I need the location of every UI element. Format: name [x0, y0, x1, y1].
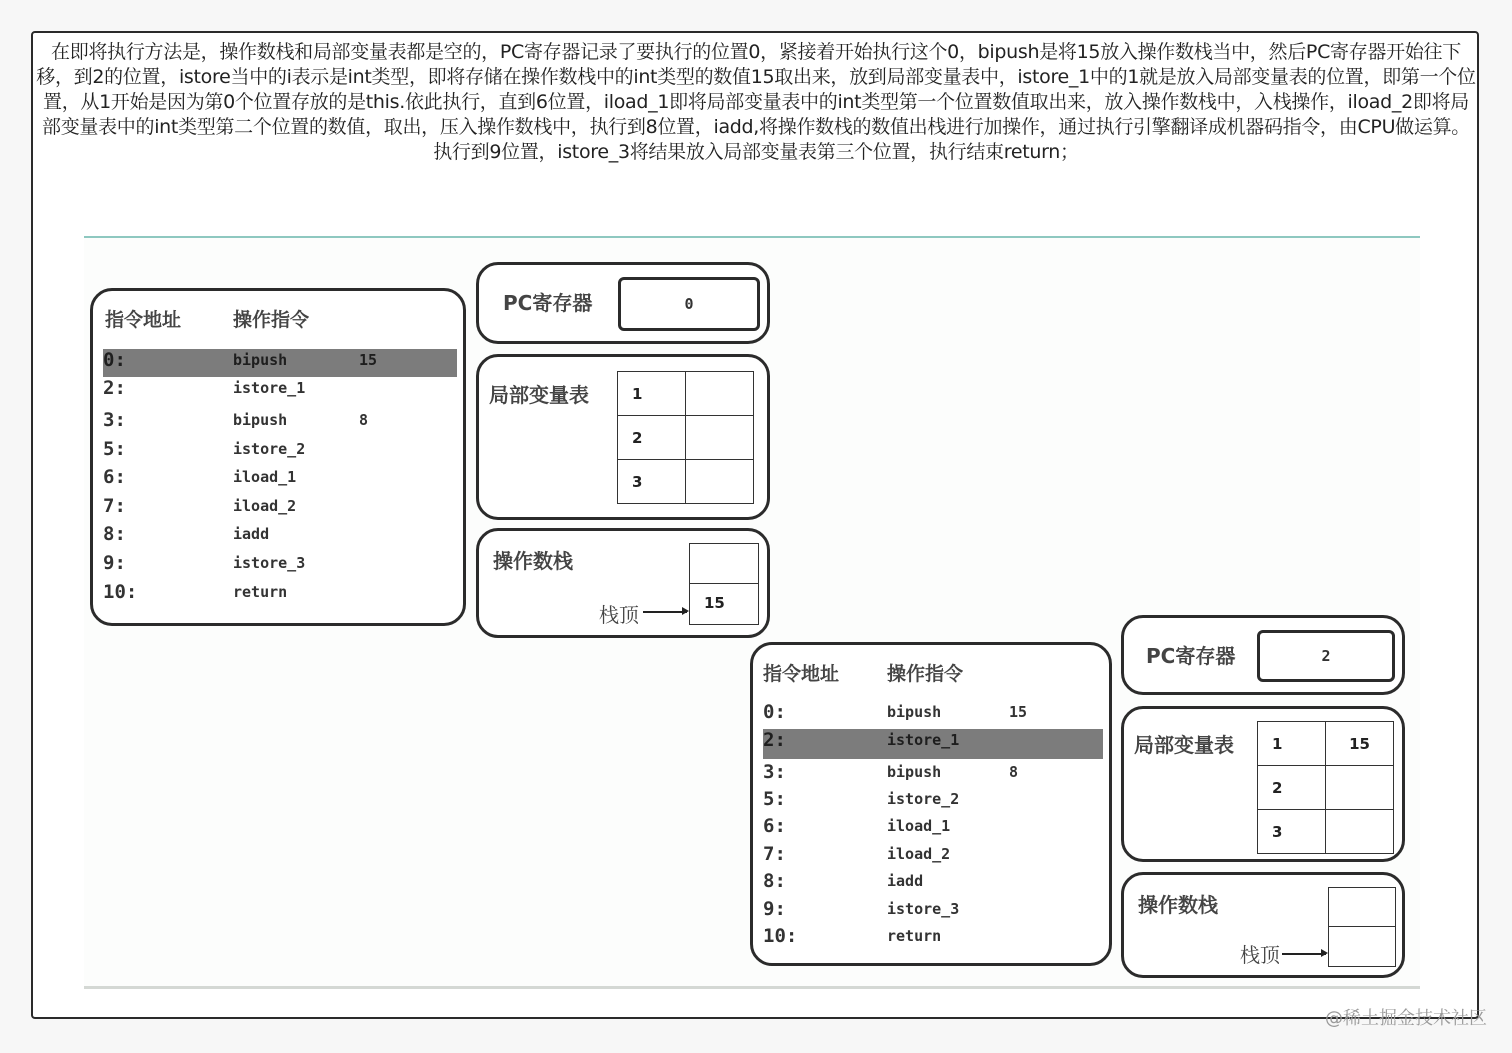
- instruction-row: [93, 581, 463, 609]
- instruction-row: [753, 788, 1109, 816]
- local-vars-label: 局部变量表: [489, 383, 589, 407]
- local-vars-panel-state1: [476, 354, 770, 520]
- instruction-opcode: iload_2: [233, 497, 297, 515]
- operand-stack-label: 操作数栈: [493, 549, 573, 573]
- instruction-opcode: istore_2: [887, 790, 960, 808]
- instruction-address: 8:: [103, 523, 126, 545]
- instruction-address: 0:: [763, 701, 786, 723]
- stack-top-arrow: [1282, 953, 1326, 955]
- instruction-argument: 8: [1009, 763, 1019, 781]
- watermark: @稀土掘金技术社区: [1325, 1008, 1487, 1029]
- local-vars-table: [1257, 721, 1394, 854]
- instruction-row: [753, 870, 1109, 898]
- instruction-opcode: return: [233, 583, 288, 601]
- instruction-address: 7:: [103, 495, 126, 517]
- instruction-address: 0:: [103, 349, 126, 371]
- instruction-address: 6:: [763, 815, 786, 837]
- instruction-row: [753, 761, 1109, 789]
- instruction-opcode: bipush: [887, 763, 942, 781]
- instruction-address: 9:: [763, 898, 786, 920]
- slot-label: 3: [1258, 810, 1326, 854]
- slot-label: 3: [618, 460, 686, 504]
- slot-label: 2: [618, 416, 686, 460]
- pc-register-panel-state1: [476, 262, 770, 344]
- instruction-address: 3:: [103, 409, 126, 431]
- instruction-opcode: iadd: [233, 525, 270, 543]
- local-vars-panel-state2: [1121, 706, 1405, 862]
- instruction-list-panel-state1: [90, 288, 466, 626]
- operand-stack: [689, 543, 759, 625]
- instruction-row: [93, 495, 463, 523]
- instruction-argument: 8: [359, 411, 369, 429]
- pc-register-label: PC寄存器: [1146, 644, 1236, 668]
- instruction-address: 3:: [763, 761, 786, 783]
- instruction-opcode: bipush: [887, 703, 942, 721]
- instruction-row: [93, 377, 463, 405]
- instruction-opcode: return: [887, 927, 942, 945]
- pc-register-value: 2: [1257, 630, 1395, 682]
- instruction-opcode: istore_3: [233, 554, 306, 572]
- operand-stack-panel-state2: [1121, 872, 1405, 978]
- pc-register-value: 0: [618, 277, 760, 331]
- slot-value: [686, 372, 754, 416]
- instruction-argument: 15: [359, 351, 378, 369]
- addr-header: 指令地址: [763, 663, 840, 685]
- instruction-address: 9:: [103, 552, 126, 574]
- operand-stack-panel-state1: [476, 528, 770, 638]
- instruction-list-panel-state2: [750, 642, 1112, 966]
- figure-bottom-rule: [84, 986, 1420, 989]
- slot-label: 1: [618, 372, 686, 416]
- instruction-address: 8:: [763, 870, 786, 892]
- pc-register-label: PC寄存器: [503, 291, 593, 315]
- instruction-row: [93, 438, 463, 466]
- instruction-opcode: istore_1: [887, 731, 960, 749]
- instruction-row: [753, 729, 1109, 757]
- pc-register-panel-state2: [1121, 615, 1405, 695]
- instruction-opcode: iadd: [887, 872, 924, 890]
- instruction-row: [93, 552, 463, 580]
- instruction-address: 10:: [763, 925, 798, 947]
- instruction-address: 7:: [763, 843, 786, 865]
- description-text: 在即将执行方法是，操作数栈和局部变量表都是空的，PC寄存器记录了要执行的位置0，紧接着开始执行这个0，bipush是将15放入操作数栈当中，然后PC寄存器开始往下移，到2的位置，istore当中的i表示是int类型，即将存储在操作数栈中的int类型的数值15取出来，放到局部变量表中，istore_1中的1就是放入局部变量表的位置，即第一个位置，从1开始是因为第0个位置存放的是this.依此执行，直到6位置，iload_1即将局部变量表中的int类型第一个位置数值取出来，放入操作数栈中，入栈操作，iload_2即将局部变量表中的int类型第二个位置的数值，取出，压入操作数栈中，执行到8位置，iadd,将操作数栈的数值出栈进行加操作，通过执行引擎翻译成机器码指令，由CPU做运算。执行到9位置，istore_3将结果放入局部变量表第三个位置，执行结束return；: [36, 41, 1476, 163]
- instruction-opcode: istore_1: [233, 379, 306, 397]
- instruction-row: [93, 349, 463, 377]
- instruction-argument: 15: [1009, 703, 1028, 721]
- slot-value: [686, 460, 754, 504]
- stack-top-arrow: [643, 611, 687, 613]
- stack-cell: [1329, 888, 1395, 927]
- instruction-row: [93, 466, 463, 494]
- instruction-row: [753, 925, 1109, 953]
- operand-stack-label: 操作数栈: [1138, 893, 1218, 917]
- slot-value: [1326, 810, 1394, 854]
- stack-cell: [690, 544, 758, 584]
- instruction-address: 2:: [763, 729, 786, 751]
- instruction-opcode: iload_1: [233, 468, 297, 486]
- local-vars-label: 局部变量表: [1134, 733, 1234, 757]
- stack-cell: [1329, 927, 1395, 966]
- instruction-row: [93, 409, 463, 437]
- instruction-address: 5:: [103, 438, 126, 460]
- stack-top-label: 栈顶: [1240, 943, 1280, 967]
- instruction-opcode: iload_1: [887, 817, 951, 835]
- stack-cell: 15: [704, 594, 725, 612]
- instruction-row: [753, 815, 1109, 843]
- instruction-row: [753, 843, 1109, 871]
- instruction-address: 2:: [103, 377, 126, 399]
- instruction-address: 5:: [763, 788, 786, 810]
- instruction-opcode: bipush: [233, 411, 288, 429]
- op-header: 操作指令: [887, 663, 964, 685]
- local-vars-table: [617, 371, 754, 504]
- addr-header: 指令地址: [105, 309, 182, 331]
- slot-value: [686, 416, 754, 460]
- instruction-row: [93, 523, 463, 551]
- instruction-opcode: bipush: [233, 351, 288, 369]
- instruction-row: [753, 701, 1109, 729]
- slot-value: [1326, 766, 1394, 810]
- slot-label: 1: [1258, 722, 1326, 766]
- instruction-opcode: iload_2: [887, 845, 951, 863]
- op-header: 操作指令: [233, 309, 310, 331]
- operand-stack: [1328, 887, 1396, 967]
- slot-value: 15: [1326, 722, 1394, 766]
- instruction-address: 6:: [103, 466, 126, 488]
- instruction-opcode: istore_3: [887, 900, 960, 918]
- slot-label: 2: [1258, 766, 1326, 810]
- instruction-address: 10:: [103, 581, 138, 603]
- instruction-opcode: istore_2: [233, 440, 306, 458]
- instruction-row: [753, 898, 1109, 926]
- stack-top-label: 栈顶: [599, 603, 639, 627]
- figure-top-rule: [84, 236, 1420, 238]
